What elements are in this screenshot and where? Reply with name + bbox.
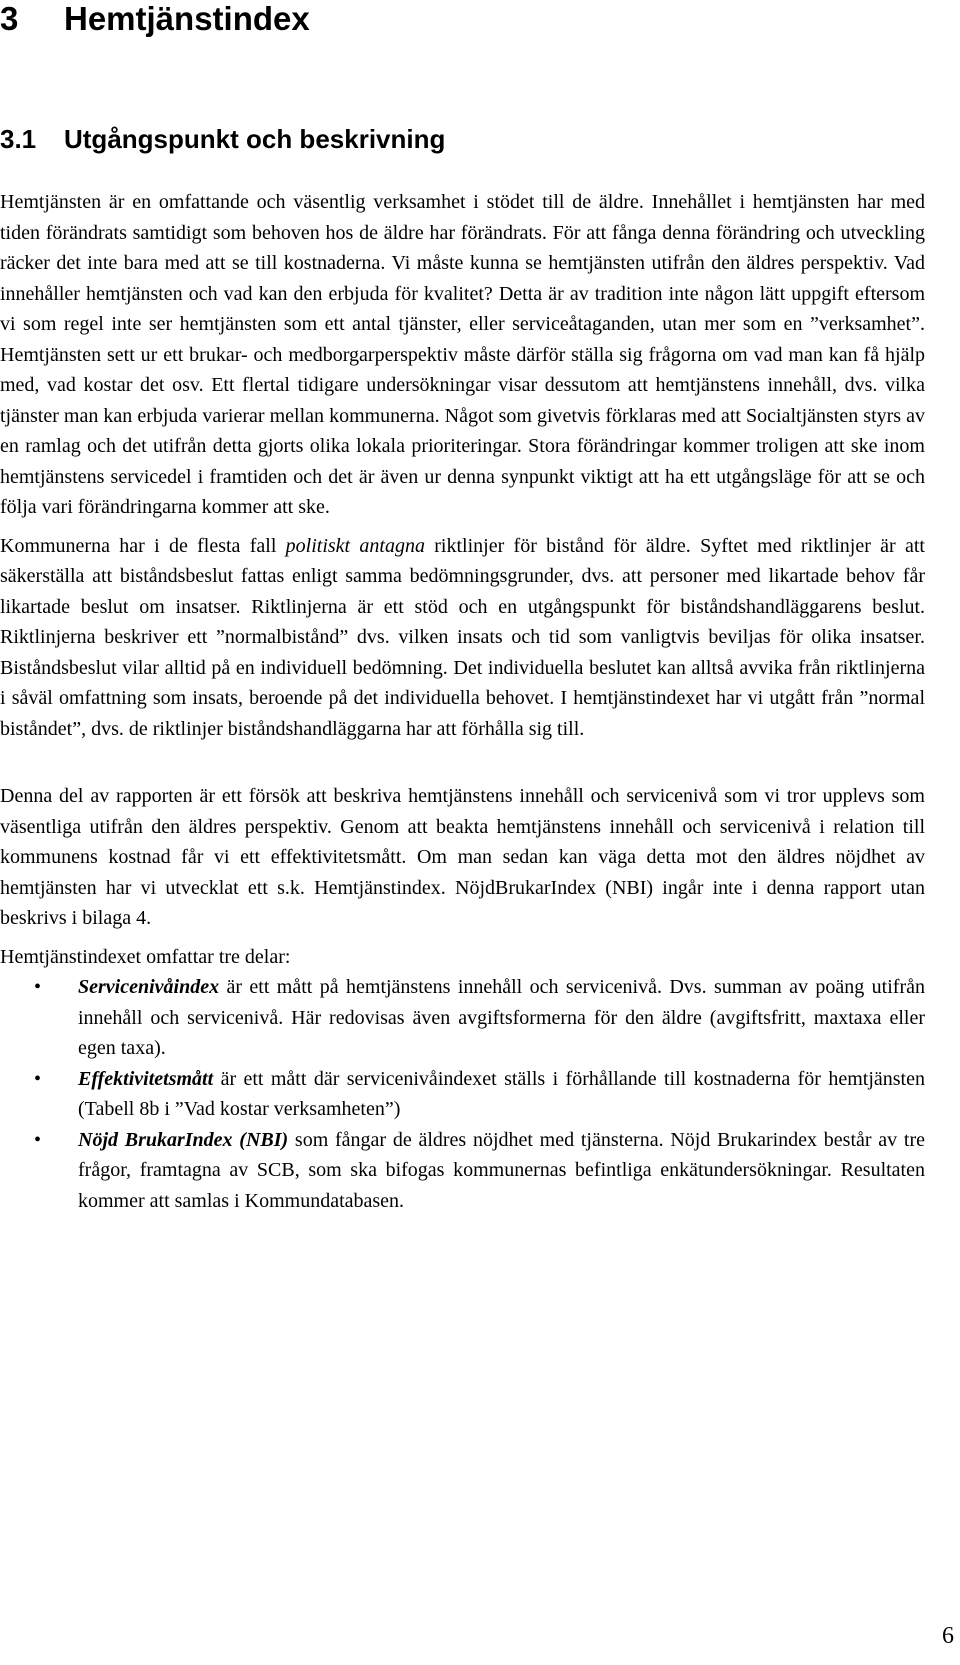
index-parts-list	[0, 972, 925, 1216]
chapter-number: 3	[0, 0, 19, 37]
list-item-term: Effektivitetsmått	[78, 1067, 214, 1090]
paragraph-1: Hemtjänsten är en omfattande och väsentlig verksamhet i stödet till de äldre. Innehållet i hemtjänsten har med tiden förändrats samtidigt som behoven hos de äldre har förändrats. För att fånga denna förändring och utveckling räcker det inte bara med att se till kostnaderna. Vi måste kunna se hemtjänsten utifrån den äldres perspektiv. Vad innehåller hemtjänsten och vad kan den erbjuda för kvalitet? Detta är av tradition inte någon lätt uppgift eftersom vi som regel inte ser hemtjänsten som ett antal tjänster, eller serviceåtaganden, utan mer som en ”verksamhet”. Hemtjänsten sett ur ett brukar- och medborgarperspektiv måste därför ställa sig frågorna om vad man kan få hjälp med, vad kostar det osv. Ett flertal tidigare undersökningar visar dessutom att hemtjänstens innehåll, dvs. vilka tjänster man kan erbjuda varierar mellan kommunerna. Något som givetvis förklaras med att Socialtjänsten styrs av en ramlag och det utifrån detta gjorts olika lokala prioriteringar. Stora förändringar kommer troligen att ske inom hemtjänstens servicedel i framtiden och det är även ur denna synpunkt viktigt att ha ett utgångsläge för att se och följa vari förändringarna kommer att ske.	[0, 191, 925, 518]
list-item-text: är ett mått på hemtjänstens innehåll och servicenivå. Dvs. summan av poäng utifrån innehåll och servicenivå. Här redovisas även avgiftsformerna för den äldre (avgiftsfritt, maxtaxa eller egen taxa).	[78, 976, 925, 1059]
body-text	[0, 187, 925, 1216]
chapter-heading	[0, 0, 310, 42]
list-item	[0, 1125, 925, 1217]
paragraph-3: Denna del av rapporten är ett försök att beskriva hemtjänstens innehåll och servicenivå som vi tror upplevs som väsentliga utifrån den äldres perspektiv. Genom att beakta hemtjänstens innehåll och servicenivå i relation till kommunens kostnad får vi ett effektivitetsmått. Om man sedan kan väga detta mot den äldres nöjdhet av hemtjänsten har vi utvecklat ett s.k. Hemtjänstindex. NöjdBrukarIndex (NBI) ingår inte i denna rapport utan beskrivs i bilaga 4.	[0, 785, 925, 929]
section-number: 3.1	[0, 124, 37, 154]
list-intro: Hemtjänstindexet omfattar tre delar:	[0, 945, 291, 968]
list-item-text: är ett mått där servicenivåindexet ställs i förhållande till kostnaderna för hemtjänsten (Tabell 8b i ”Vad kostar verksamheten”)	[78, 1067, 925, 1120]
chapter-title: Hemtjänstindex	[64, 0, 310, 37]
list-item-term: Servicenivåindex	[78, 976, 220, 998]
bullet-icon: •	[34, 976, 42, 998]
list-item	[0, 972, 925, 1064]
page-number: 6	[942, 1623, 954, 1649]
section-heading	[0, 122, 445, 156]
list-item	[0, 1064, 925, 1125]
bullet-icon: •	[34, 1067, 42, 1090]
bullet-icon: •	[34, 1128, 42, 1151]
list-item-term: Nöjd BrukarIndex (NBI)	[78, 1128, 289, 1151]
list-item-text: som fångar de äldres nöjdhet med tjänsterna. Nöjd Brukarindex består av tre frågor, framtagna av SCB, som ska bifogas kommunernas befintliga enkätundersökningar. Resultaten kommer att samlas i Kommundatabasen.	[78, 1128, 925, 1212]
paragraph-2-start: Kommunerna har i de flesta fall	[0, 534, 286, 557]
paragraph-2	[0, 531, 925, 745]
section-title: Utgångspunkt och beskrivning	[64, 124, 446, 154]
paragraph-2-emphasis: politiskt antagna	[285, 534, 425, 557]
paragraph-2-end: riktlinjer för bistånd för äldre. Syftet med riktlinjer är att säkerställa att biståndsbeslut fattas enligt samma bedömningsgrunder, dvs. att personer med likartade behov får likartade beslut om insatser. Riktlinjerna är ett stöd och en utgångspunkt för biståndshandläggarens beslut. Riktlinjerna beskriver ett ”normalbistånd” dvs. vilken insats och tid som vanligtvis beviljas för olika insatser. Biståndsbeslut vilar alltid på en individuell bedömning. Det individuella beslutet kan alltså avvika från riktlinjerna i såväl omfattning som insats, beroende på det individuella behovet. I hemtjänstindexet har vi utgått från ”normal biståndet”, dvs. de riktlinjer biståndshandläggarna har att förhålla sig till.	[0, 534, 925, 740]
